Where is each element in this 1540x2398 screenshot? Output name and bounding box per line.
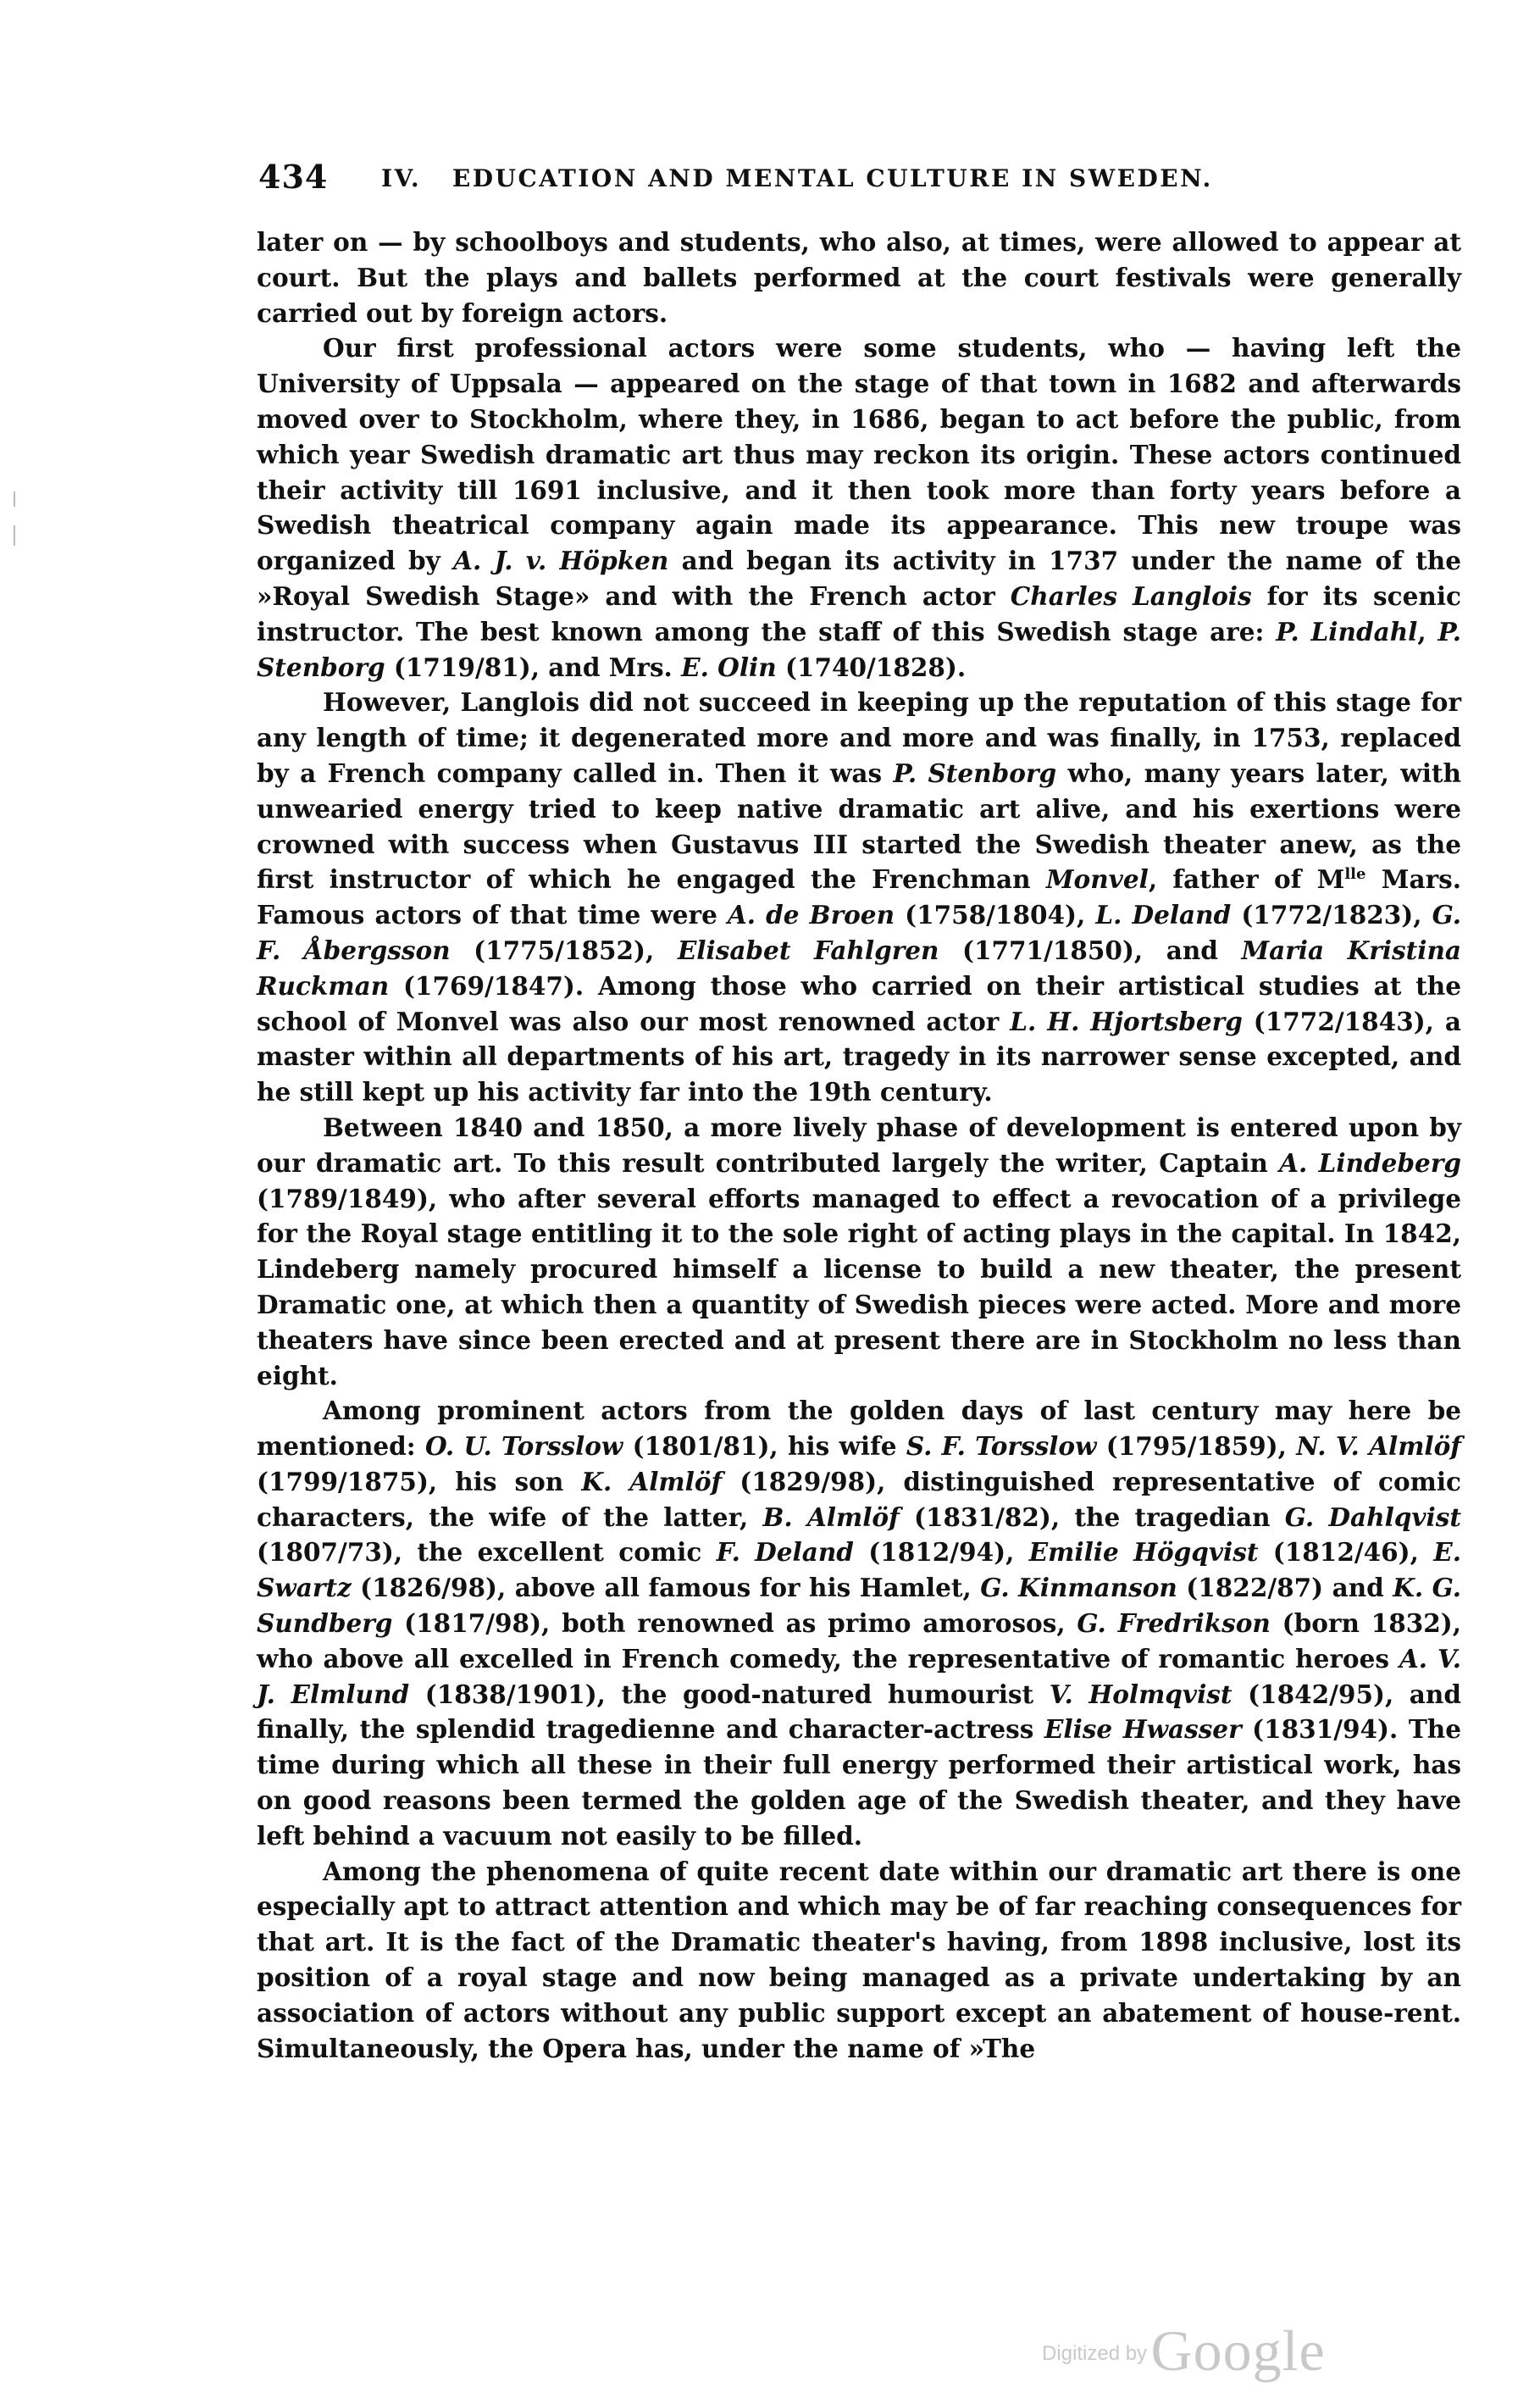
text-run: (1801/81), his wife [623, 1431, 906, 1462]
italic-name: E. Olin [681, 652, 777, 682]
text-run: Among prominent actors from the golden days of last century may here be mentioned: [257, 1396, 1461, 1462]
italic-name: N. V. Almlöf [1296, 1431, 1461, 1462]
paragraph [257, 685, 1461, 1110]
text-run: Mars. Famous actors of that time were [257, 864, 1462, 930]
text-run: (1822/87) and [1177, 1573, 1393, 1603]
italic-name: A. J. v. Höpken [453, 546, 669, 576]
text-run: , father of M [1148, 864, 1345, 895]
italic-name: Emilie Högqvist [1028, 1537, 1259, 1568]
text-run: (1799/1875), his son [257, 1466, 582, 1496]
text-run: , [1417, 616, 1438, 647]
text-run: for its scenic instructor. The best known among the staff of this Swedish stage are: [257, 580, 1461, 647]
paragraph [257, 225, 1461, 330]
watermark-small-text: Digitized by [1042, 2342, 1148, 2365]
text-run: (1807/73), the excellent comic [257, 1537, 717, 1568]
text-run: (1826/98), above all famous for his Hamlet, [351, 1573, 981, 1603]
text-run: (1817/98), both renowned as primo amorosos, [392, 1608, 1077, 1639]
margin-mark [14, 491, 15, 507]
italic-name: K. Almlöf [581, 1466, 723, 1496]
text-run: (1812/94), [853, 1537, 1029, 1568]
page-number: 434 [258, 158, 329, 196]
text-run: (1719/81), and Mrs. [385, 652, 682, 682]
italic-name: P. Stenborg [257, 616, 1462, 682]
italic-name: O. U. Torsslow [424, 1431, 623, 1462]
italic-name: P. Stenborg [893, 758, 1057, 788]
italic-name: Maria Kristina Ruckman [257, 935, 1462, 1001]
text-run: Among the phenomena of quite recent date within our dramatic art there is one especially apt to attract attention and which may be of far reaching consequences for that art. It is the fact of the Dramatic theater's having, from 1898 inclusive, lost its position of a royal stage and now being managed as a private undertaking by an association of actors without any public support except an abatement of house-rent. Simultaneously, the Opera has, under the name of »The [257, 1856, 1461, 2063]
italic-name: E. Swartz [257, 1537, 1461, 1603]
italic-name: G. F. Åbergsson [257, 900, 1462, 965]
superscript: lle [1344, 865, 1366, 884]
italic-name: G. Kinmanson [980, 1573, 1177, 1603]
page-header [258, 158, 1292, 200]
paragraph [257, 330, 1461, 685]
watermark-logo-text: Google [1150, 2318, 1326, 2383]
text-run: later on — by schoolboys and students, who also, at times, were allowed to appear at court. But the plays and ballets performed at the court festivals were generally carried out by foreign actors. [257, 227, 1461, 328]
paragraph [257, 1393, 1461, 1853]
text-run: who, many years later, with unwearied energy tried to keep native dramatic art alive, and his exertions were crowned with success when Gustavus III started the Swedish theater anew, as the first instructor of which he engaged the Frenchman [257, 758, 1461, 895]
running-head: IV. EDUCATION AND MENTAL CULTURE IN SWEDEN. [381, 164, 1213, 192]
text-run: (1842/95), and finally, the splendid tragedienne and character-actress [257, 1679, 1461, 1745]
italic-name: Elise Hwasser [1044, 1714, 1242, 1745]
text-run: (1771/1850), and [939, 935, 1242, 965]
text-run: (1772/1843), a master within all departments of his art, tragedy in its narrower sense excepted, and he still kept up his activity far into the 19th century. [257, 1006, 1461, 1107]
paragraph [257, 1854, 1461, 2067]
text-run: Between 1840 and 1850, a more lively phase of development is entered upon by our dramatic art. To this result contributed largely the writer, Captain [257, 1112, 1461, 1178]
italic-name: Charles Langlois [1010, 580, 1252, 611]
paragraph [257, 1110, 1461, 1393]
text-run: Our first professional actors were some students, who — having left the University of Uppsala — appeared on the stage of that town in 1682 and afterwards moved over to Stockholm, where they, in 1686, began to act before the public, from which year Swedish dramatic art thus may reckon its origin. These actors continued their activity till 1691 inclusive, and it then took more than forty years before a Swedish theatrical company again made its appearance. This new troupe was organized by [257, 333, 1461, 576]
text-run: (1829/98), distinguished representative of comic characters, the wife of the latter, [257, 1466, 1462, 1532]
italic-name: V. Holmqvist [1049, 1679, 1233, 1709]
text-run: (born 1832), who above all excelled in French comedy, the representative of romantic heroes [257, 1608, 1462, 1674]
text-run: (1812/46), [1258, 1537, 1434, 1568]
digitized-by-google-watermark [1042, 2318, 1326, 2384]
body-text [257, 225, 1461, 2066]
italic-name: P. Lindahl [1276, 616, 1418, 647]
italic-name: G. Fredrikson [1077, 1608, 1271, 1639]
italic-name: B. Almlöf [762, 1502, 900, 1532]
text-run: (1769/1847). Among those who carried on their artistical studies at the school of Monvel was also our most renowned actor [257, 970, 1461, 1036]
italic-name: Elisabet Fahlgren [677, 935, 939, 965]
italic-name: F. Deland [716, 1537, 854, 1568]
text-run: (1838/1901), the good-natured humourist [409, 1679, 1050, 1709]
text-run: (1740/1828). [776, 652, 967, 682]
italic-name: G. Dahlqvist [1284, 1502, 1461, 1532]
text-run: (1758/1804), [895, 900, 1096, 930]
italic-name: A. Lindeberg [1279, 1147, 1461, 1178]
text-run: (1775/1852), [450, 935, 678, 965]
text-run: However, Langlois did not succeed in keeping up the reputation of this stage for any length of time; it degenerated more and more and was finally, in 1753, replaced by a French company called in. Then it was [257, 687, 1461, 788]
italic-name: S. F. Torsslow [906, 1431, 1097, 1462]
text-run: (1831/94). The time during which all these in their full energy performed their artistical work, has on good reasons been termed the golden age of the Swedish theater, and they have left behind a vacuum not easily to be filled. [257, 1714, 1461, 1851]
italic-name: L. Deland [1095, 900, 1232, 930]
text-run: (1789/1849), who after several efforts managed to effect a revocation of a privilege for the Royal stage entitling it to the sole right of acting plays in the capital. In 1842, Lindeberg namely procured himself a license to build a new theater, the present Dramatic one, at which then a quantity of Swedish pieces were acted. More and more theaters have since been erected and at present there are in Stockholm no less than eight. [257, 1183, 1461, 1391]
text-run: (1795/1859), [1096, 1431, 1297, 1462]
margin-mark [14, 525, 15, 546]
italic-name: A. V. J. Elmlund [257, 1643, 1461, 1709]
text-run: (1831/82), the tragedian [899, 1502, 1285, 1532]
italic-name: K. G. Sundberg [257, 1573, 1461, 1639]
text-run: and began its activity in 1737 under the name of the »Royal Swedish Stage» and with the French actor [257, 546, 1462, 611]
italic-name: L. H. Hjortsberg [1010, 1006, 1243, 1036]
italic-name: Monvel [1045, 864, 1149, 895]
italic-name: A. de Broen [727, 900, 895, 930]
text-run: (1772/1823), [1231, 900, 1432, 930]
